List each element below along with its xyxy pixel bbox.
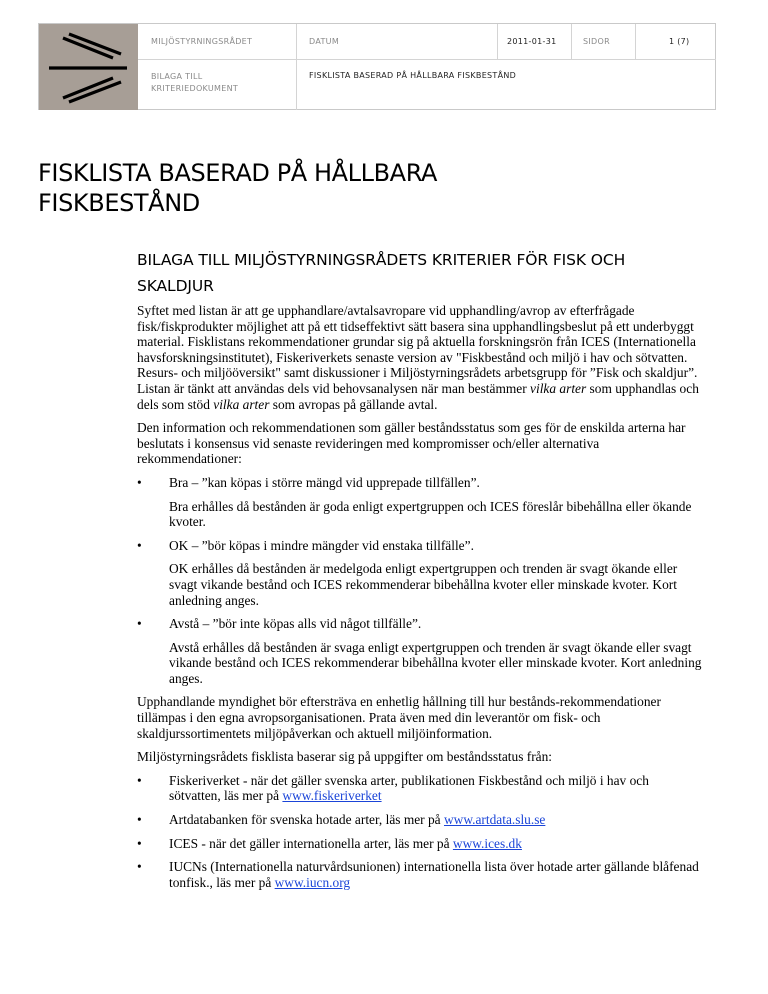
bullet-icon: • bbox=[137, 537, 142, 553]
status-paragraph: Den information och rekommendationen som gäller beståndsstatus som ges för de enskilda arterna har beslutats i konsensus vid senaste revideringen med kompromisser och/eller alternativa rekommendationer: bbox=[137, 420, 686, 467]
page-title: FISKLISTA BASERAD PÅ HÅLLBARA FISKBESTÅND bbox=[38, 159, 438, 217]
rec-detail: Avstå erhålles då bestånden är svaga enligt expertgruppen och trenden är svagt ökande eller svagt vikande bestånd och ICES rekommenderar bibehållna kvoter eller minskade kvoter. Kort anledning anges. bbox=[169, 639, 702, 686]
list-item bbox=[137, 475, 703, 530]
ices-link[interactable]: www.ices.dk bbox=[452, 835, 522, 851]
artdata-link[interactable]: www.artdata.slu.se bbox=[443, 812, 546, 828]
list-item: • Artdatabanken för svenska hotade arter, läs mer på www.artdata.slu.se bbox=[137, 812, 546, 828]
doc-type: BILAGA TILL KRITERIEDOKUMENT bbox=[151, 72, 239, 93]
fiskeriverket-link[interactable]: www.fiskeriverket bbox=[282, 788, 382, 804]
bullet-icon: • bbox=[137, 835, 142, 851]
recommendation-list bbox=[137, 475, 703, 687]
document-header bbox=[38, 23, 716, 110]
org-name: MILJÖSTYRNINGSRÅDET bbox=[151, 37, 253, 46]
page-subtitle: BILAGA TILL MILJÖSTYRNINGSRÅDETS KRITERIER FÖR FISK OCH SKALDJUR bbox=[137, 251, 626, 295]
bullet-icon: • bbox=[137, 859, 142, 875]
bullet-icon: • bbox=[137, 812, 142, 828]
pages-label: SIDOR bbox=[583, 37, 610, 46]
rec-detail: Bra erhålles då bestånden är goda enligt expertgruppen och ICES föreslår bibehållna eller ökande kvoter. bbox=[169, 498, 692, 530]
rec-head: OK – ”bör köpas i mindre mängder vid enstaka tillfälle”. bbox=[169, 537, 474, 553]
sources-intro: Miljöstyrningsrådets fisklista baserar sig på uppgifter om beståndsstatus från: bbox=[137, 749, 553, 765]
rec-head: Bra – ”kan köpas i större mängd vid upprepade tillfällen”. bbox=[169, 474, 480, 490]
list-item: • Fiskeriverket - när det gäller svenska arter, publikationen Fiskbestånd och miljö i hav och sötvatten, läs mer på www.fiskeriverket bbox=[137, 772, 649, 804]
bullet-icon: • bbox=[137, 616, 142, 632]
list-item: • IUCNs (Internationella naturvårdsunionen) internationella lista över hotade arter gällande blåfenad tonfisk., läs mer på www.iucn.org bbox=[137, 859, 699, 890]
guidance-paragraph: Upphandlande myndighet bör eftersträva en enhetlig hållning till hur bestånds-rekommendationer tillämpas i den egna avropsorganisationen. Prata även med din leverantör om fisk- och skaldjurssortimentets miljöpåverkan och aktuell miljöinformation. bbox=[137, 694, 661, 741]
iucn-link[interactable]: www.iucn.org bbox=[274, 874, 351, 890]
date-label: DATUM bbox=[309, 37, 340, 46]
intro-paragraph: Syftet med listan är att ge upphandlare/avtalsavropare vid upphandling/avrop av efterfrågade fisk/fiskprodukter möjlighet att på ett tidseffektivt sätt basera sina upphandlingsbeslut på ett underbyggt material. Fisklistans rekommendationer grundar sig på aktuella forskningsrön från ICES (Internationella havsforskningsinstitutet), Fiskeriverkets senaste version av "Fiskbestånd och miljö i hav och sötvatten. Resurs- och miljööversikt" samt diskussioner i Miljöstyrningsrådets arbetsgrupp för ”Fisk och skaldjur”. Listan är tänkt att användas dels vid behovsanalysen när man bestämmer vilka arter som upphandlas och dels som stöd vilka arter som avropas på gällande avtal. bbox=[137, 303, 699, 412]
sources-list bbox=[137, 773, 703, 891]
list-item bbox=[137, 538, 703, 608]
bullet-icon: • bbox=[137, 474, 142, 490]
doc-title: FISKLISTA BASERAD PÅ HÅLLBARA FISKBESTÅND bbox=[309, 71, 517, 80]
logo-icon bbox=[39, 24, 138, 110]
logo bbox=[39, 24, 138, 110]
pages-value: 1 (7) bbox=[669, 37, 690, 46]
document-body bbox=[137, 303, 703, 898]
date-value: 2011-01-31 bbox=[507, 37, 557, 46]
list-item: • ICES - när det gäller internationella arter, läs mer på www.ices.dk bbox=[137, 835, 522, 851]
list-item bbox=[137, 616, 703, 686]
bullet-icon: • bbox=[137, 772, 142, 788]
rec-head: Avstå – ”bör inte köpas alls vid något tillfälle”. bbox=[169, 616, 422, 632]
rec-detail: OK erhålles då bestånden är medelgoda enligt expertgruppen och trenden är svagt ökande eller svagt vikande bestånd och ICES rekommenderar bibehållna kvoter eller minskade kvoter. Kort anledning anges. bbox=[169, 561, 678, 608]
